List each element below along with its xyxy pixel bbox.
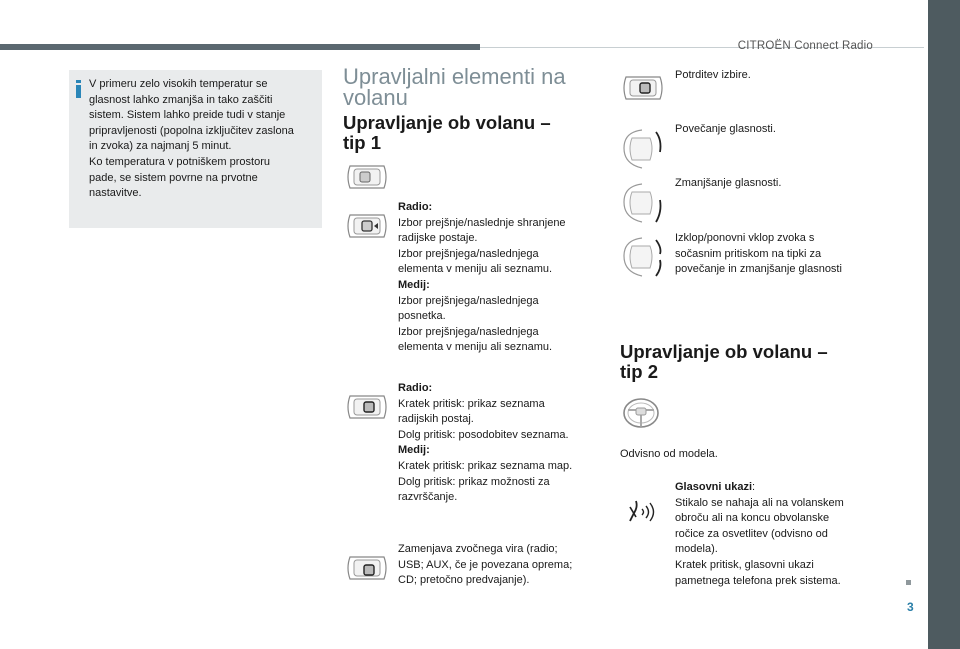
text-line: sočasnim pritiskom na tipki za <box>675 247 822 260</box>
text-line: CD; pretočno predvajanje). <box>398 574 530 587</box>
page-number: 3 <box>907 600 914 614</box>
radio-label: Radio: <box>398 382 433 394</box>
steering-switch-icon <box>344 163 390 191</box>
text-line: Stikalo se nahaja ali na volanskem <box>675 496 844 509</box>
type1-radio-media-text <box>398 200 603 356</box>
info-icon <box>76 80 81 98</box>
type2-title <box>620 342 880 382</box>
text-line: Izklop/ponovni vklop zvoka s <box>675 232 815 244</box>
text-line: Kratek pritisk: prikaz seznama map. <box>398 459 573 472</box>
section-title-line: volanu <box>343 85 408 110</box>
seek-switch-icon <box>344 212 390 240</box>
text-line: Izbor prejšnjega/naslednjega <box>398 294 539 307</box>
brand-title: CITROËN Connect Radio <box>737 40 873 52</box>
text-line: elementa v meniju ali seznamu. <box>398 263 553 276</box>
type1-title <box>343 113 603 153</box>
text-line: Izbor prejšnjega/naslednjega <box>398 247 539 260</box>
text-line: USB; AUX, če je povezana oprema; <box>398 558 573 571</box>
text-line: Izbor prejšnjega/naslednjega <box>398 325 539 338</box>
info-line: Ko temperatura v potniškem prostoru <box>89 155 270 168</box>
volume-up-text: Povečanje glasnosti. <box>675 123 776 135</box>
text-line: ročice za osvetlitev (odvisno od <box>675 527 828 540</box>
text-line: Zamenjava zvočnega vira (radio; <box>398 543 558 555</box>
header-bar <box>0 44 480 50</box>
text-line: elementa v meniju ali seznamu. <box>398 341 553 354</box>
type1-source-text <box>398 542 603 589</box>
text-line: modela). <box>675 543 718 556</box>
info-line: glasnost lahko zmanjša in tako zaščiti <box>89 93 273 106</box>
type1-list-text <box>398 381 603 506</box>
mute-text <box>675 231 875 278</box>
info-line: nastavitve. <box>89 187 142 200</box>
mute-icon <box>620 234 664 280</box>
info-line: in zvoka) za najmanj 5 minut. <box>89 140 232 153</box>
info-line: V primeru zelo visokih temperatur se <box>89 78 268 90</box>
text-line: Izbor prejšnje/naslednje shranjene <box>398 216 566 229</box>
type1-title-line: tip 1 <box>343 132 382 153</box>
info-text <box>89 77 319 202</box>
text-line: Dolg pritisk: prikaz možnosti za <box>398 475 550 488</box>
voice-colon: : <box>752 481 756 493</box>
source-switch-icon <box>344 554 390 582</box>
type2-title-line: Upravljanje ob volanu – <box>620 341 828 362</box>
text-line: Kratek pritisk, glasovni ukazi <box>675 558 814 571</box>
text-line: radijskih postaj. <box>398 413 474 426</box>
text-line: radijske postaje. <box>398 232 478 245</box>
model-note: Odvisno od modela. <box>620 448 718 460</box>
radio-label: Radio: <box>398 201 433 213</box>
confirm-switch-icon <box>620 74 666 102</box>
text-line: Dolg pritisk: posodobitev seznama. <box>398 428 569 441</box>
media-label: Medij: <box>398 278 430 291</box>
text-line: povečanje in zmanjšanje glasnosti <box>675 263 842 276</box>
text-line: pametnega telefona prek sistema. <box>675 574 841 587</box>
steering-wheel-icon <box>621 396 661 430</box>
confirm-text: Potrditev izbire. <box>675 69 751 81</box>
text-line: Kratek pritisk: prikaz seznama <box>398 397 545 410</box>
info-line: pripravljenosti (popolna izključitev zaslona <box>89 124 294 137</box>
page-edge-strip <box>928 0 960 649</box>
section-title <box>343 66 603 108</box>
media-label: Medij: <box>398 444 430 457</box>
voice-command-icon <box>622 495 658 525</box>
info-line: pade, se sistem povrne na prvotne <box>89 171 258 184</box>
volume-up-icon <box>620 126 664 172</box>
info-line: sistem. Sistem lahko preide tudi v stanje <box>89 109 286 122</box>
voice-command-text <box>675 480 875 589</box>
list-switch-icon <box>344 393 390 421</box>
text-line: razvrščanje. <box>398 491 458 504</box>
section-title-line: Upravljalni elementi na <box>343 64 566 89</box>
text-line: posnetka. <box>398 310 446 323</box>
page-marker <box>906 580 911 585</box>
type1-title-line: Upravljanje ob volanu – <box>343 112 551 133</box>
voice-label: Glasovni ukazi <box>675 481 753 493</box>
type2-title-line: tip 2 <box>620 361 659 382</box>
volume-down-text: Zmanjšanje glasnosti. <box>675 177 782 189</box>
text-line: obroču ali na koncu obvolanske <box>675 512 830 525</box>
volume-down-icon <box>620 180 664 226</box>
